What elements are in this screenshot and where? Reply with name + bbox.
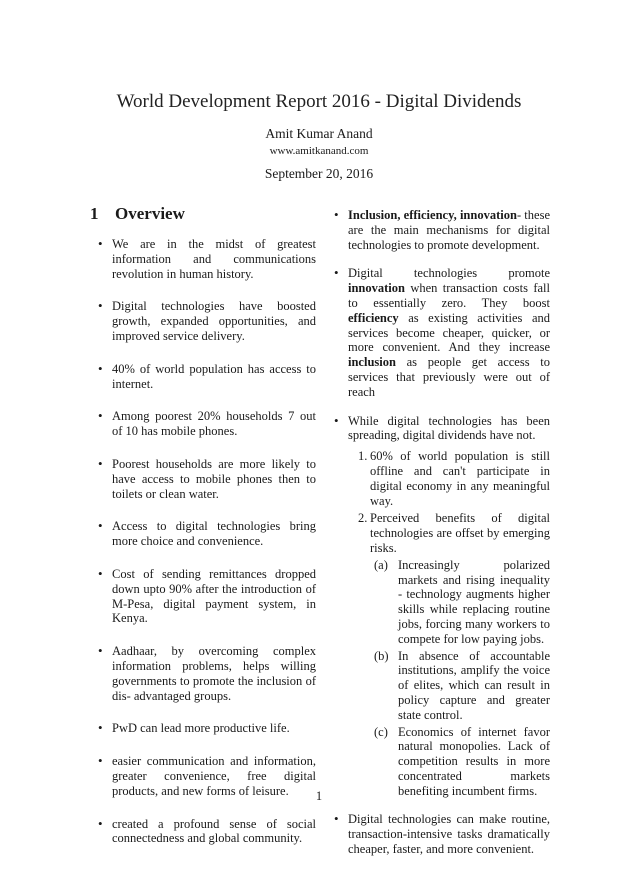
document-date: September 20, 2016	[264, 166, 374, 181]
item-text: when transaction costs fall to essentially zero. They boost	[348, 281, 550, 310]
list-item: • Digital technologies can make routine, transaction-intensive tasks dramatically cheaper, faster, and more convenient.	[334, 812, 550, 856]
item-text: Digital technologies promote	[348, 266, 550, 281]
section-title: Overview	[115, 204, 185, 223]
left-column	[98, 237, 316, 864]
item-marker: 2.	[358, 511, 368, 526]
bold-text: innovation	[348, 281, 405, 296]
author-name: Amit Kumar Anand	[265, 126, 373, 141]
item-marker: (a)	[374, 557, 388, 572]
bold-text: inclusion	[348, 355, 396, 370]
item-marker: 1.	[358, 449, 368, 464]
list-item: • PwD can lead more productive life.	[98, 721, 316, 736]
list-item	[334, 208, 550, 252]
lettered-sublist	[370, 558, 550, 799]
lettered-item	[370, 558, 550, 647]
lettered-item	[370, 725, 550, 799]
item-text: as existing activities and services become cheaper, quicker, or more convenient. And they increase	[348, 310, 550, 355]
numbered-item	[348, 511, 550, 798]
list-item	[334, 266, 550, 399]
mechanisms-bullet-list	[334, 208, 550, 857]
item-text: 60% of world population is still offline and can't participate in digital economy in any meaningful way.	[370, 449, 550, 508]
author-website[interactable]: www.amitkanand.com	[269, 145, 369, 157]
list-item: • 40% of world population has access to internet.	[98, 362, 316, 392]
item-marker: (c)	[374, 724, 388, 739]
document-title: World Development Report 2016 - Digital Dividends	[116, 91, 522, 112]
item-text: - these are the main mechanisms for digital technologies to promote development.	[348, 208, 550, 252]
item-text: as people get access to services that previously were out of reach	[348, 355, 550, 399]
numbered-sublist	[348, 449, 550, 798]
list-item	[334, 414, 550, 799]
list-item: • Digital technologies have boosted growth, expanded opportunities, and improved service delivery.	[98, 299, 316, 343]
bold-text: efficiency	[348, 310, 399, 325]
numbered-item	[348, 449, 550, 508]
list-item: • created a profound sense of social connectedness and global community.	[98, 817, 316, 847]
list-item: • Among poorest 20% households 7 out of 10 has mobile phones.	[98, 409, 316, 439]
right-column	[334, 208, 550, 871]
list-item: • Access to digital technologies bring more choice and convenience.	[98, 519, 316, 549]
bold-text: Inclusion, efficiency, innovation	[348, 208, 517, 222]
section-number: 1	[90, 204, 99, 223]
overview-bullet-list	[98, 237, 316, 846]
item-text: Economics of internet favor natural monopolies. Lack of competition results in more concentrated markets benefiting incumbent firms.	[398, 724, 550, 798]
list-item: • easier communication and information, greater convenience, free digital products, and new forms of leisure.	[98, 754, 316, 798]
lettered-item	[370, 649, 550, 723]
item-text: Perceived benefits of digital technologies are offset by emerging risks.	[370, 511, 550, 555]
page-number: 1	[315, 789, 323, 803]
item-text: Increasingly polarized markets and rising inequality - technology augments higher skills while replacing routine jobs, forcing many workers to compete for low paying jobs.	[398, 557, 550, 646]
item-text: In absence of accountable institutions, amplify the voice of elites, which can result in policy capture and greater state control.	[398, 648, 550, 722]
list-item: • Poorest households are more likely to have access to mobile phones then to toilets or clean water.	[98, 457, 316, 501]
item-marker: (b)	[374, 648, 389, 663]
list-item: • We are in the midst of greatest information and communications revolution in human history.	[98, 237, 316, 281]
item-text: While digital technologies has been spreading, digital dividends have not.	[348, 413, 550, 443]
section-heading	[90, 204, 185, 224]
list-item: • Cost of sending remittances dropped down upto 90% after the introduction of M-Pesa, digital payment system, in Kenya.	[98, 567, 316, 626]
list-item: • Aadhaar, by overcoming complex information problems, helps willing governments to promote the inclusion of dis- advantaged groups.	[98, 644, 316, 703]
